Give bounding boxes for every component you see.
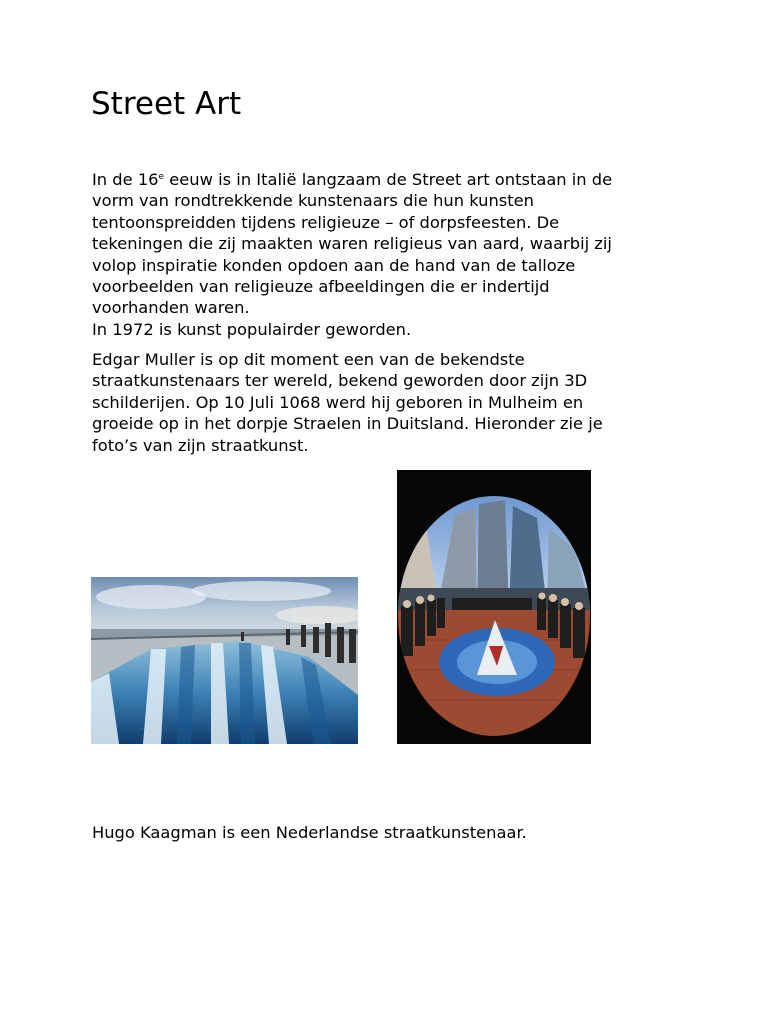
text-line: tentoonspreidden tijdens religieuze – of dorpsfeesten. De xyxy=(92,212,560,232)
paragraph-history xyxy=(92,169,692,340)
superscript: e xyxy=(158,172,165,182)
shark-image xyxy=(397,470,591,744)
text-line: Edgar Muller is op dit moment een van de bekendste xyxy=(92,350,525,369)
text-line: tekeningen die zij maakten waren religieus van aard, waarbij zij xyxy=(92,234,612,254)
crevasse-street-art-photo xyxy=(91,577,358,744)
text-line: volop inspiratie konden opdoen aan de hand van de talloze xyxy=(92,255,576,275)
paragraph-edgar-muller xyxy=(92,349,692,456)
page-title: Street Art xyxy=(91,86,242,122)
text-line xyxy=(92,169,692,190)
paragraph-hugo-kaagman: Hugo Kaagman is een Nederlandse straatkunstenaar. xyxy=(92,823,527,842)
text-segment: In de 16 xyxy=(92,170,159,189)
crevasse-image xyxy=(91,577,358,744)
shark-street-art-photo xyxy=(397,470,591,744)
text-line: In 1972 is kunst populairder geworden. xyxy=(92,319,412,339)
text-line: vorm van rondtrekkende kunstenaars die hun kunsten xyxy=(92,191,534,211)
text-line: straatkunstenaars ter wereld, bekend geworden door zijn 3D xyxy=(92,371,588,391)
text-line: foto’s van zijn straatkunst. xyxy=(92,435,309,455)
text-line: groeide op in het dorpje Straelen in Duitsland. Hieronder zie je xyxy=(92,414,603,434)
text-line: schilderijen. Op 10 Juli 1068 werd hij geboren in Mulheim en xyxy=(92,392,584,412)
text-line: voorbeelden van religieuze afbeeldingen die er indertijd xyxy=(92,277,550,297)
text-line: voorhanden waren. xyxy=(92,298,250,318)
text-segment: eeuw is in Italië langzaam de Street art ontstaan in de xyxy=(164,170,613,189)
